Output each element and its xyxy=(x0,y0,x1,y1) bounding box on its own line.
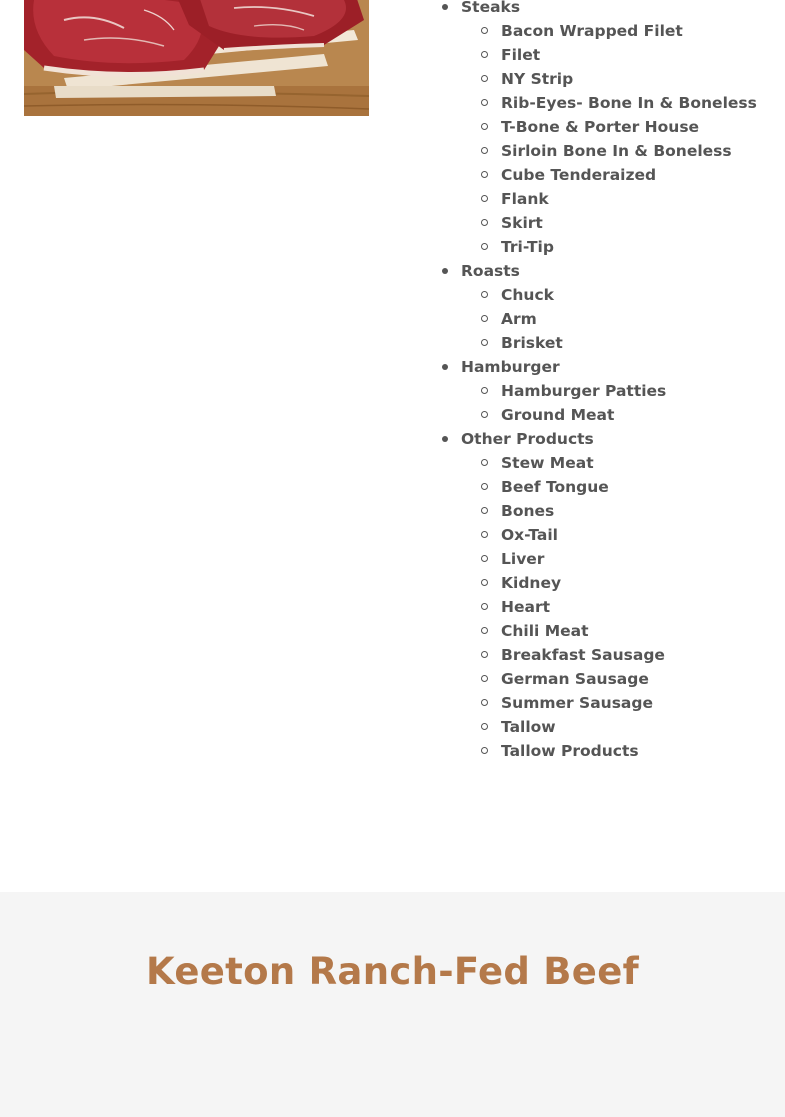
list-item: Heart xyxy=(461,595,757,619)
product-category-list xyxy=(441,0,757,763)
list-item: Sirloin Bone In & Boneless xyxy=(461,139,757,163)
list-item: German Sausage xyxy=(461,667,757,691)
list-item: Liver xyxy=(461,547,757,571)
meat-photo xyxy=(24,0,369,116)
list-item: Filet xyxy=(461,43,757,67)
category-label: Hamburger xyxy=(461,358,560,376)
brand-title: Keeton Ranch-Fed Beef xyxy=(146,950,639,993)
list-item: Breakfast Sausage xyxy=(461,643,757,667)
category-hamburger xyxy=(441,355,757,427)
category-roasts xyxy=(441,259,757,355)
footer-section xyxy=(0,892,785,1117)
list-item: Ox-Tail xyxy=(461,523,757,547)
list-item: Arm xyxy=(461,307,757,331)
list-item: Ground Meat xyxy=(461,403,757,427)
list-item: Tri-Tip xyxy=(461,235,757,259)
list-item: Kidney xyxy=(461,571,757,595)
list-item: Beef Tongue xyxy=(461,475,757,499)
list-item: Flank xyxy=(461,187,757,211)
rib-eye-steaks-image xyxy=(24,0,369,116)
list-item: Stew Meat xyxy=(461,451,757,475)
list-item: Bacon Wrapped Filet xyxy=(461,19,757,43)
list-item: T-Bone & Porter House xyxy=(461,115,757,139)
list-item: NY Strip xyxy=(461,67,757,91)
other-products-list xyxy=(461,451,757,763)
list-item: Cube Tenderaized xyxy=(461,163,757,187)
list-item: Tallow Products xyxy=(461,739,757,763)
list-item: Rib-Eyes- Bone In & Boneless xyxy=(461,91,757,115)
category-label: Steaks xyxy=(461,0,521,16)
category-label: Other Products xyxy=(461,430,594,448)
list-item: Skirt xyxy=(461,211,757,235)
list-item: Brisket xyxy=(461,331,757,355)
steaks-list xyxy=(461,19,757,259)
category-other-products xyxy=(441,427,757,763)
list-item: Chuck xyxy=(461,283,757,307)
list-item: Tallow xyxy=(461,715,757,739)
roasts-list xyxy=(461,283,757,355)
category-steaks xyxy=(441,0,757,259)
list-item: Hamburger Patties xyxy=(461,379,757,403)
list-item: Summer Sausage xyxy=(461,691,757,715)
list-item: Chili Meat xyxy=(461,619,757,643)
category-label: Roasts xyxy=(461,262,520,280)
hamburger-list xyxy=(461,379,757,427)
list-item: Bones xyxy=(461,499,757,523)
